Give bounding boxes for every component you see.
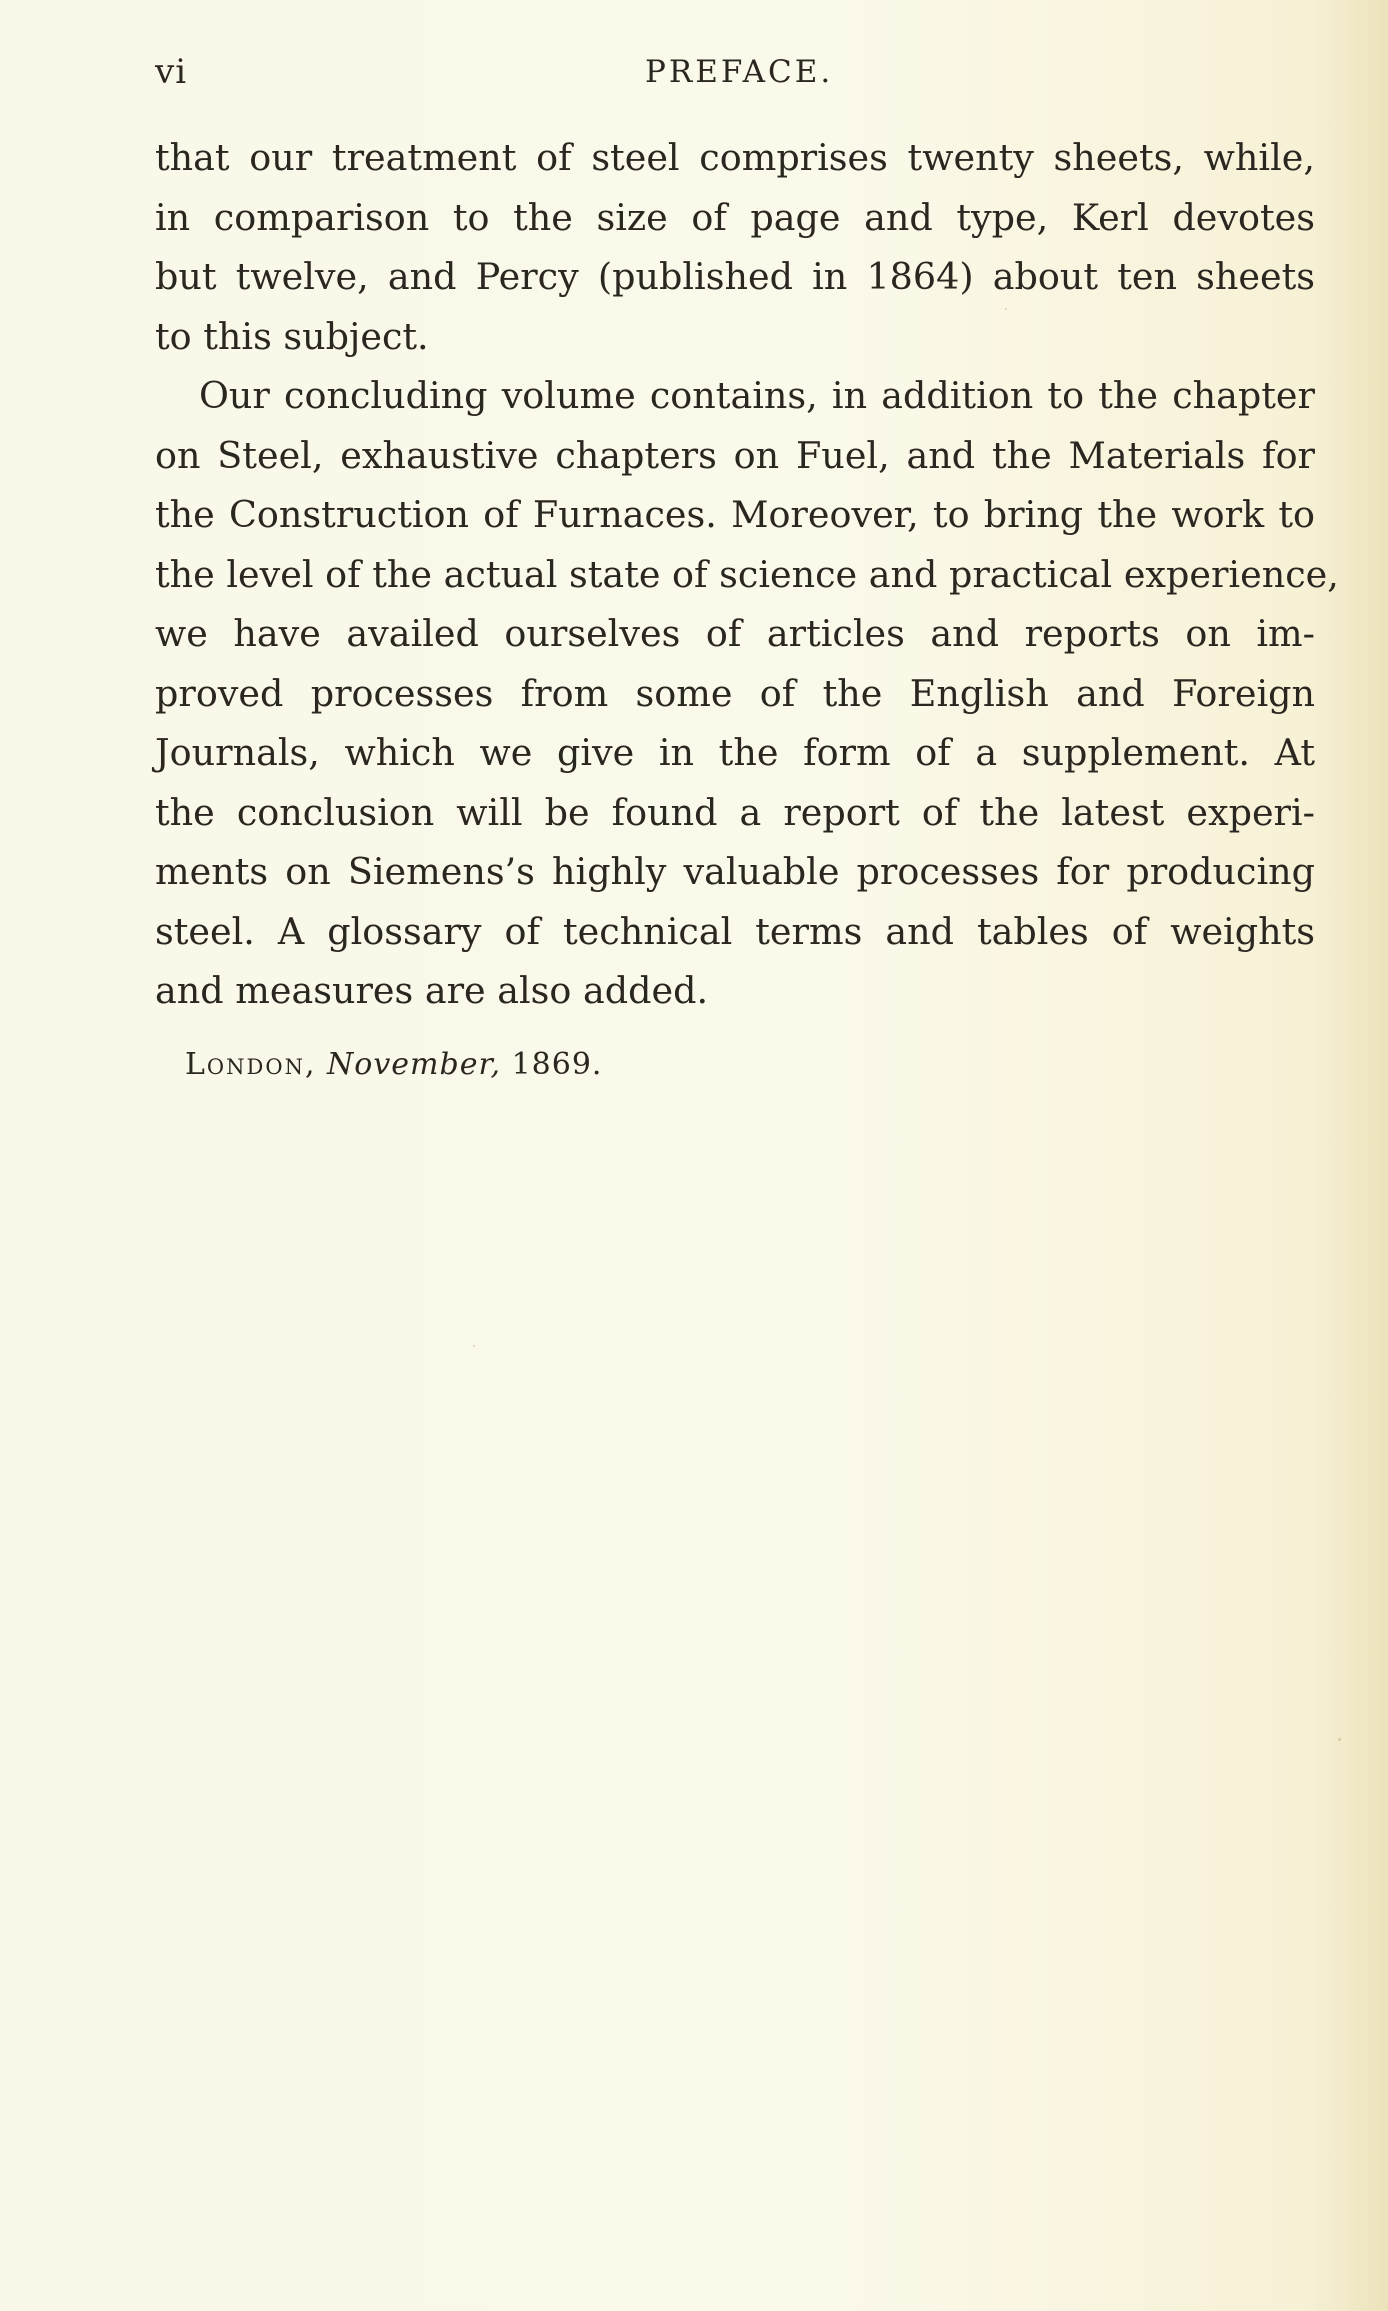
dateline-year: 1869. xyxy=(511,1047,603,1082)
text-line: but twelve, and Percy (published in 1864) about ten sheets xyxy=(155,255,1315,298)
body-text xyxy=(155,128,1339,1021)
text-line: steel. A glossary of technical terms and tables of weights xyxy=(155,909,1315,953)
text-line: proved processes from some of the English and Foreign xyxy=(155,671,1315,715)
text-line: Our concluding volume contains, in addition to the chapter xyxy=(199,374,1315,417)
paragraph-continued xyxy=(155,128,1315,366)
running-title: PREFACE. xyxy=(645,54,834,90)
text-line: the Construction of Furnaces. Moreover, to bring the work to xyxy=(155,493,1315,536)
dateline-place: London, xyxy=(185,1047,317,1082)
paper-speck xyxy=(473,1345,475,1347)
text-line: on Steel, exhaustive chapters on Fuel, and the Materials for xyxy=(155,433,1315,477)
text-line: we have availed ourselves of articles and reports on im- xyxy=(155,612,1315,655)
page-number: vi xyxy=(155,52,188,92)
text-line: ments on Siemens’s highly valuable processes for producing xyxy=(155,850,1315,893)
dateline-signature xyxy=(185,1047,602,1082)
text-line: and measures are also added. xyxy=(155,969,709,1012)
paper-speck xyxy=(1005,308,1007,310)
running-head xyxy=(155,52,1315,102)
paper-speck xyxy=(1338,1738,1341,1741)
dateline-month: November, xyxy=(327,1047,502,1082)
text-line: the level of the actual state of science and practical experience, xyxy=(155,552,1339,596)
text-line: to this subject. xyxy=(155,314,429,358)
text-line: in comparison to the size of page and type, Kerl devotes xyxy=(155,195,1315,239)
text-line: Journals, which we give in the form of a supplement. At xyxy=(155,731,1315,774)
paragraph-concluding-volume xyxy=(155,366,1339,1021)
text-line: the conclusion will be found a report of the latest experi- xyxy=(155,790,1315,834)
text-line: that our treatment of steel comprises twenty sheets, while, xyxy=(155,136,1315,179)
